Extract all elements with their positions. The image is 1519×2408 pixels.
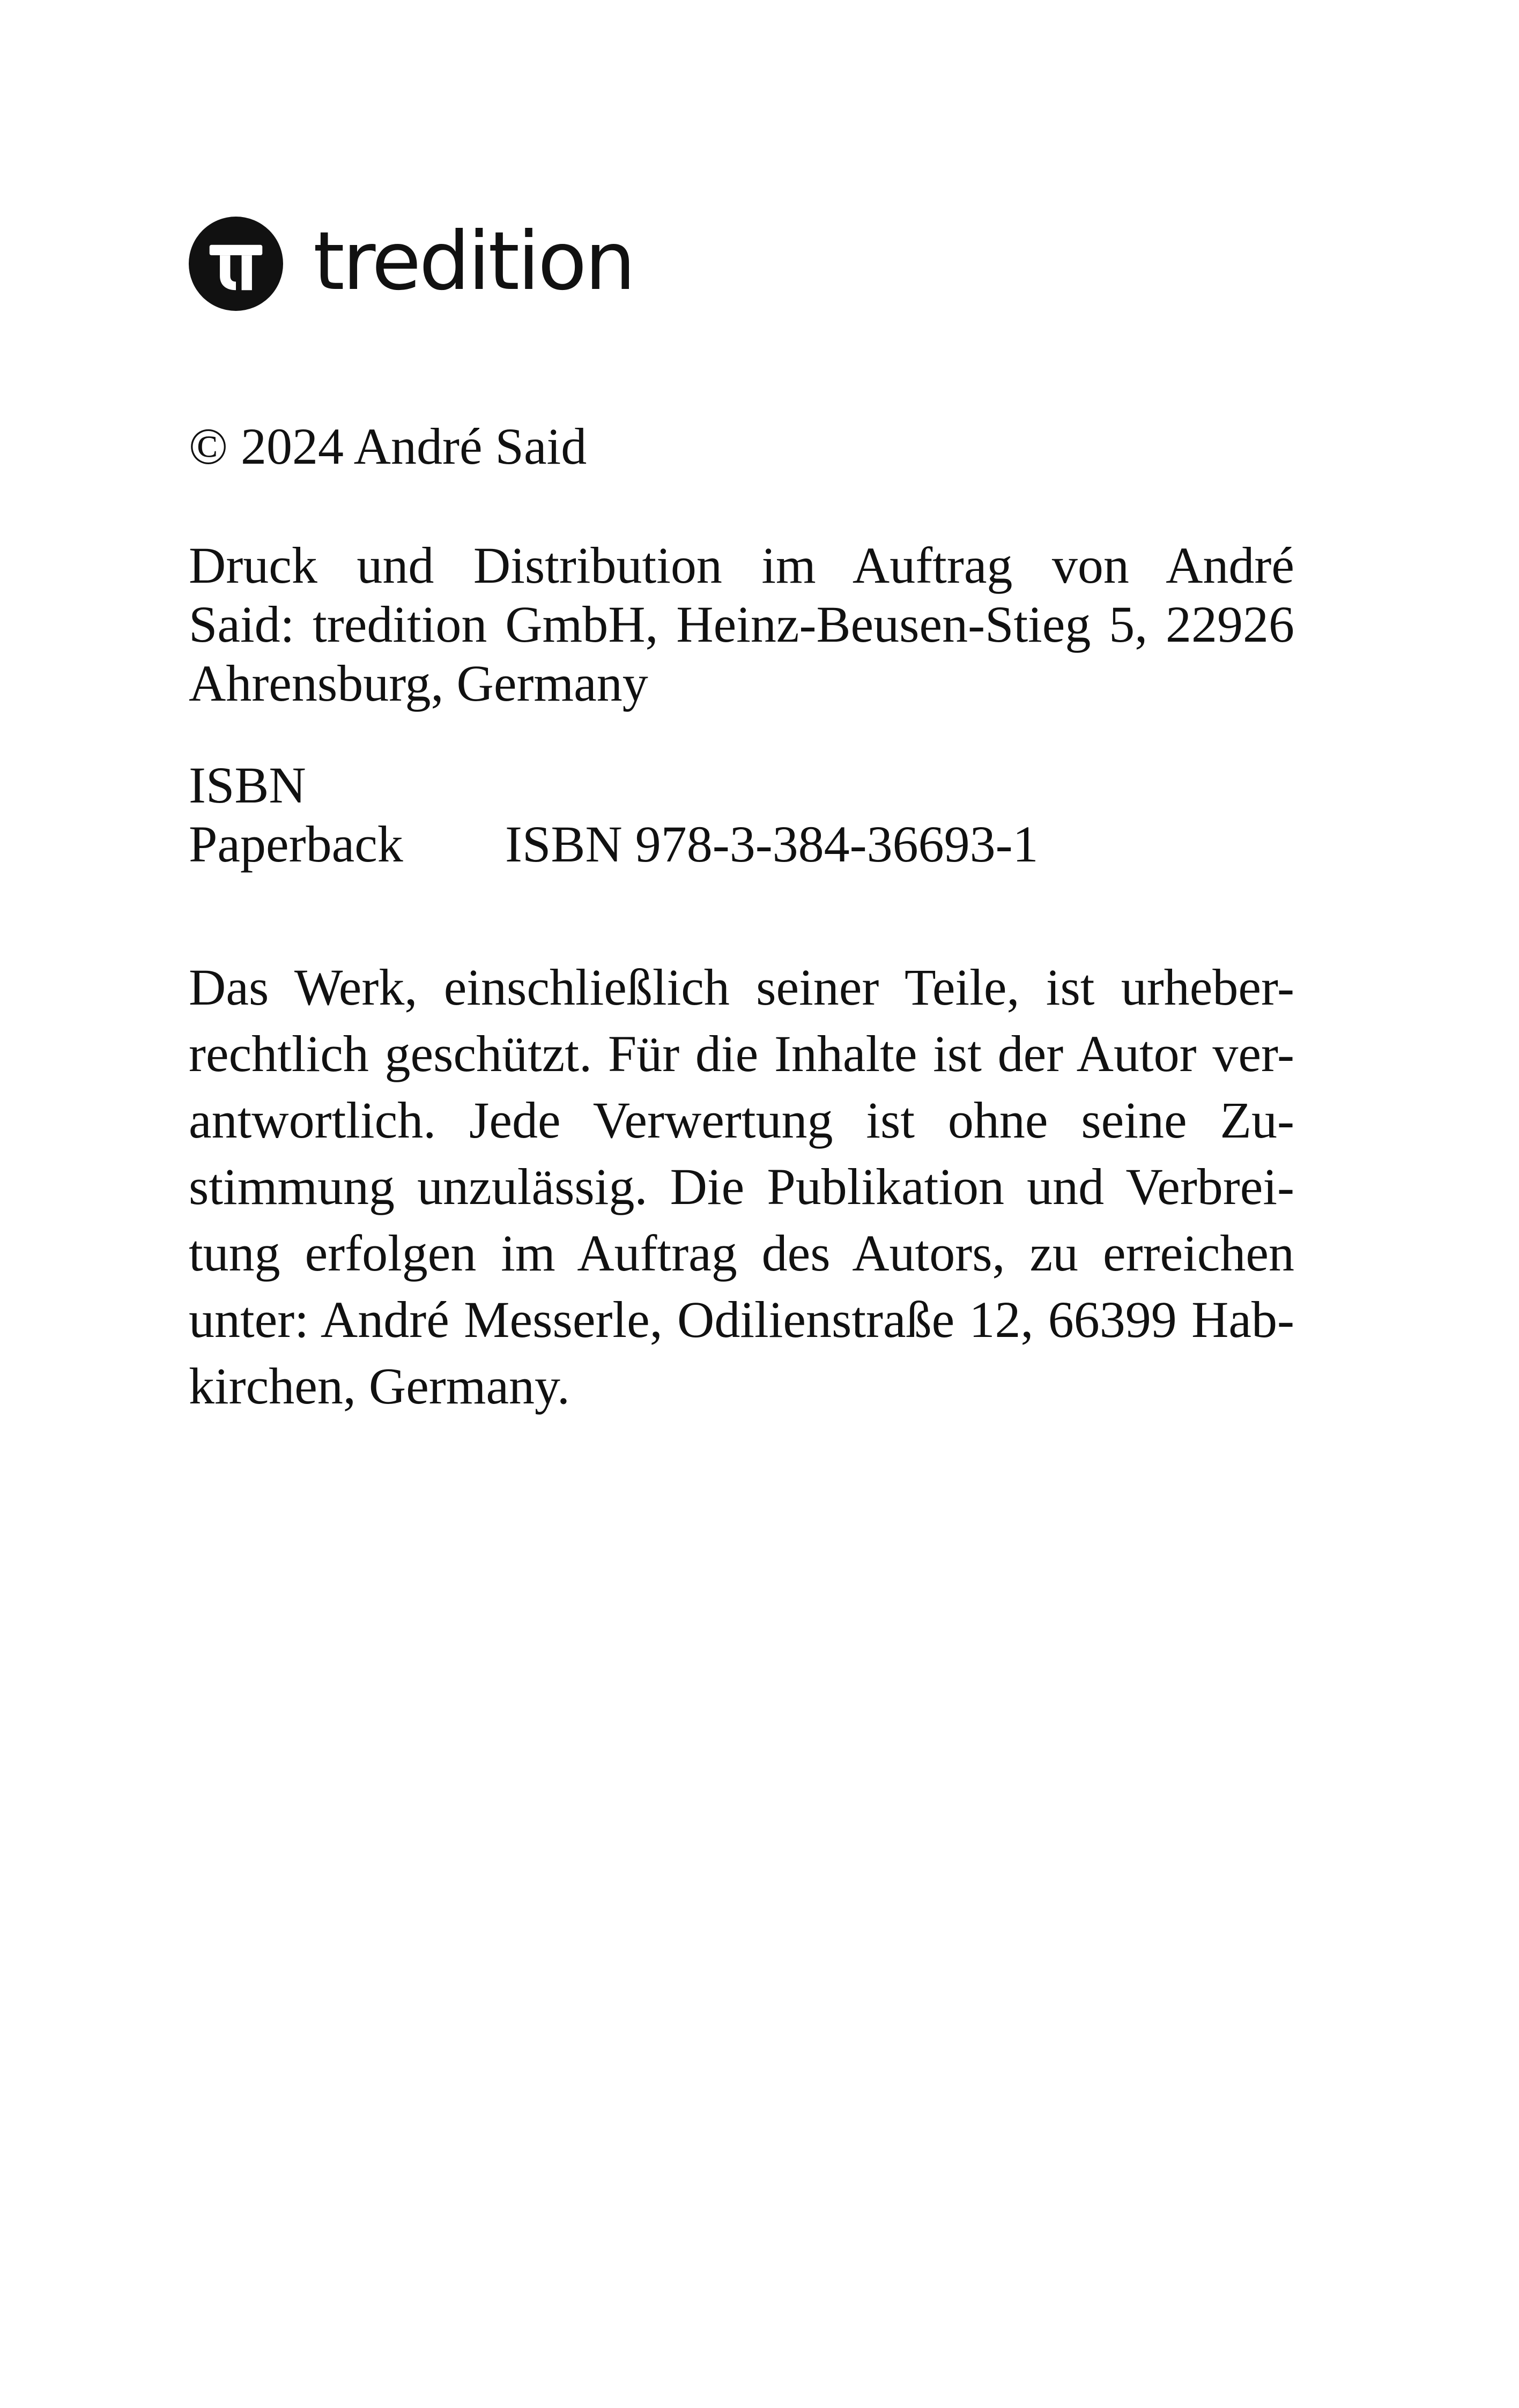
legal-line: rechtlich geschützt. Für die Inhalte ist der Autor ver-: [189, 1025, 1294, 1082]
tredition-logo-icon: [189, 217, 283, 311]
legal-line: stimmung unzulässig. Die Publikation und Verbrei-: [189, 1158, 1294, 1215]
legal-line: kirchen, Germany.: [189, 1357, 570, 1415]
copyright-notice: © 2024 André Said: [189, 418, 587, 475]
legal-line: unter: André Messerle, Odilienstraße 12, 66399 Hab-: [189, 1291, 1294, 1348]
printing-statement: [189, 536, 1294, 713]
isbn-number: ISBN 978-3-384-36693-1: [505, 815, 1039, 873]
publisher-logo: [189, 215, 634, 312]
printing-line: Druck und Distribution im Auftrag von André: [189, 537, 1294, 594]
isbn-row: [189, 815, 1294, 874]
legal-line: tung erfolgen im Auftrag des Autors, zu erreichen: [189, 1224, 1294, 1282]
printing-line: Ahrensburg, Germany: [189, 655, 648, 712]
isbn-heading: ISBN: [189, 756, 306, 814]
isbn-format-label: Paperback: [189, 815, 403, 873]
legal-line: antwortlich. Jede Verwertung ist ohne seine Zu-: [189, 1091, 1294, 1149]
isbn-section: [189, 756, 1294, 874]
copyright-legal-text: [189, 954, 1294, 1419]
legal-line: Das Werk, einschließlich seiner Teile, ist urheber-: [189, 958, 1294, 1016]
publisher-logo-text: tredition: [313, 215, 634, 308]
printing-line: Said: tredition GmbH, Heinz-Beusen-Stieg 5, 22926: [189, 596, 1294, 653]
